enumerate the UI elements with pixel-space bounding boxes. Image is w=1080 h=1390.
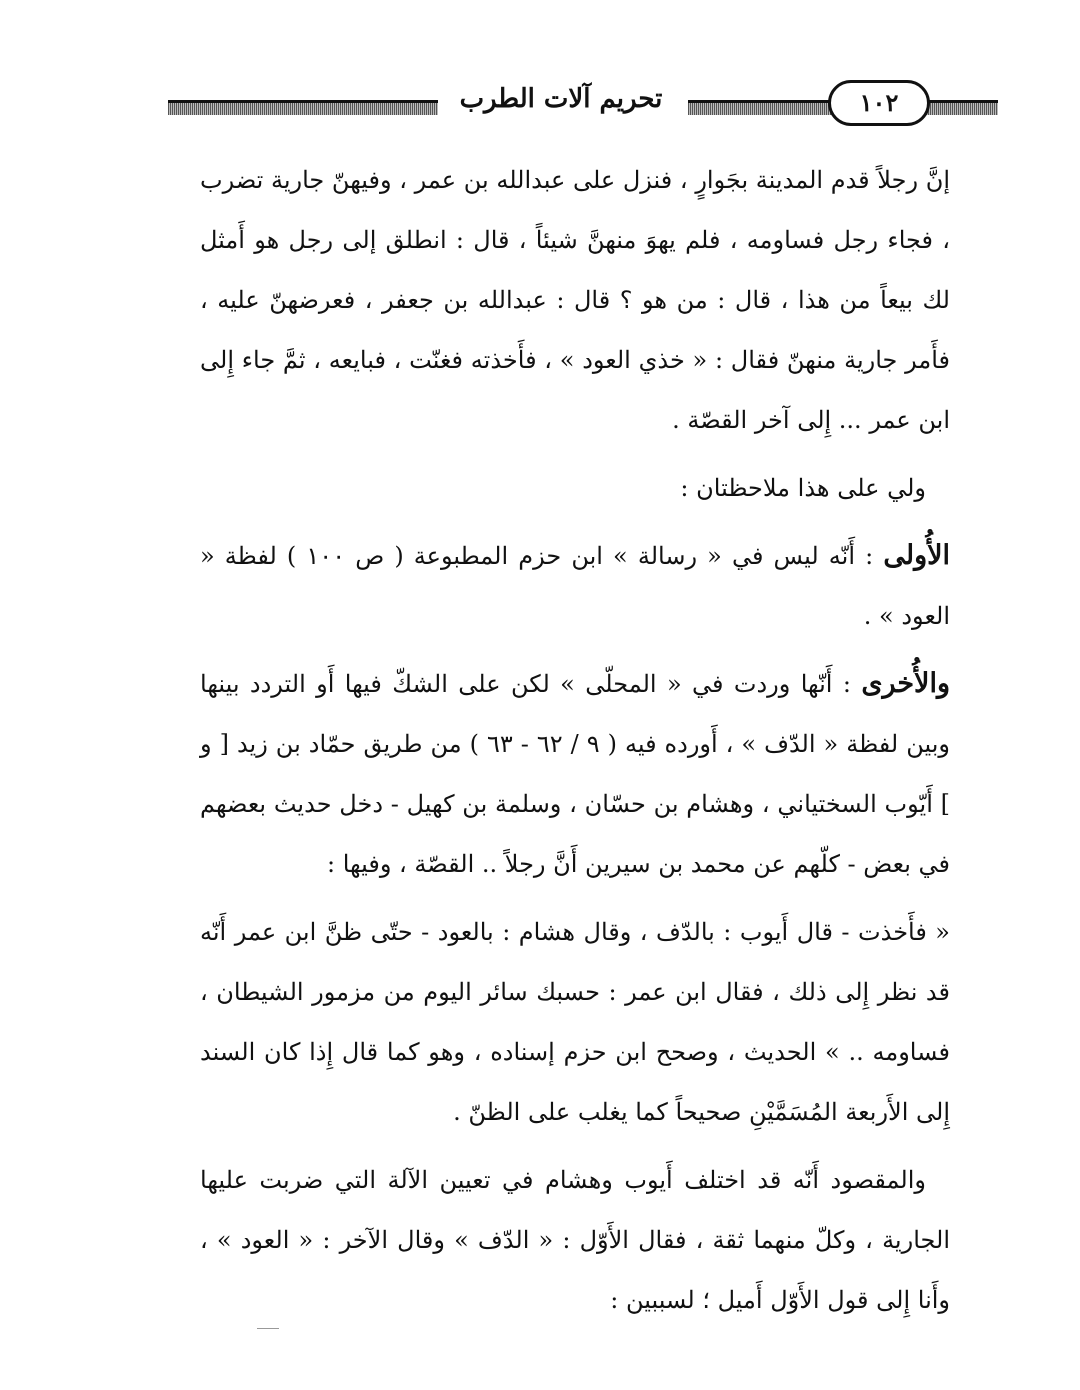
paragraph-remarks-intro <box>200 458 950 518</box>
bottom-margin-mark <box>257 1328 279 1329</box>
page-body <box>200 150 950 1338</box>
paragraph-text: إنَّ رجلاً قدم المدينة بجَوارٍ ، فنزل على عبدالله بن عمر ، وفيهنّ جارية تضرب ، فجاء رجل فساومه ، فلم يهوَ منهنَّ شيئاً ، قال : انطلق إلى رجل هو أَمثل لك بيعاً من هذا ، قال : من هو ؟ قال : عبدالله بن جعفر ، فعرضهنّ عليه ، فأَمر جارية منهنّ فقال : « خذي العود » ، فأَخذته فغنّت ، فبايعه ، ثمَّ جاء إِلى ابن عمر ... إِلى آخر القصّة . <box>200 166 950 434</box>
paragraph-conclusion <box>200 1150 950 1330</box>
paragraph-text: والمقصود أَنّه قد اختلف أَيوب وهشام في تعيين الآلة التي ضربت عليها الجارية ، وكلّ منهما ثقة ، فقال الأَوّل : « الدّف » وقال الآخر : « العود » ، وأَنا إِلى قول الأَوّل أَميل ؛ لسببين : <box>200 1166 950 1314</box>
running-header <box>168 78 950 128</box>
page-number-badge: ١٠٢ <box>828 80 930 126</box>
paragraph-text: : أَنّه ليس في « رسالة » ابن حزم المطبوعة ( ص ١٠٠ ) لفظة « العود » . <box>200 542 950 630</box>
paragraph-label: الأُولى <box>883 540 951 571</box>
paragraph-label: والأُخرى <box>861 668 950 699</box>
header-rule-left <box>168 100 438 115</box>
paragraph-narration <box>200 150 950 450</box>
running-title: تحريم آلات الطرب <box>459 84 663 114</box>
paragraph-second-remark <box>200 654 950 894</box>
paragraph-quote <box>200 902 950 1142</box>
paragraph-text: : أَنّها وردت في « المحلّى » لكن على الشكّ فيها أَو التردد بينها وبين لفظة « الدّف » ، أَورده فيه ( ٩ / ٦٢ - ٦٣ ) من طريق حمّاد بن زيد [ و ] أَيّوب السختياني ، وهشام بن حسّان ، وسلمة بن كهيل - دخل حديث بعضهم في بعض - كلّهم عن محمد بن سيرين أَنَّ رجلاً .. القصّة ، وفيها : <box>200 670 951 878</box>
paragraph-text: ولي على هذا ملاحظتان : <box>680 474 926 502</box>
paragraph-text: « فأَخذت - قال أَيوب : بالدّف ، وقال هشام : بالعود - حتّى ظنَّ ابن عمر أَنّه قد نظر إِلى ذلك ، فقال ابن عمر : حسبك سائر اليوم من مزمور الشيطان ، فساومه .. » الحديث ، وصحح ابن حزم إسناده ، وهو كما قال إِذا كان السند إِلى الأَربعة المُسَمَّيْنِ صحيحاً كما يغلب على الظنّ . <box>200 918 950 1126</box>
paragraph-first-remark <box>200 526 950 646</box>
